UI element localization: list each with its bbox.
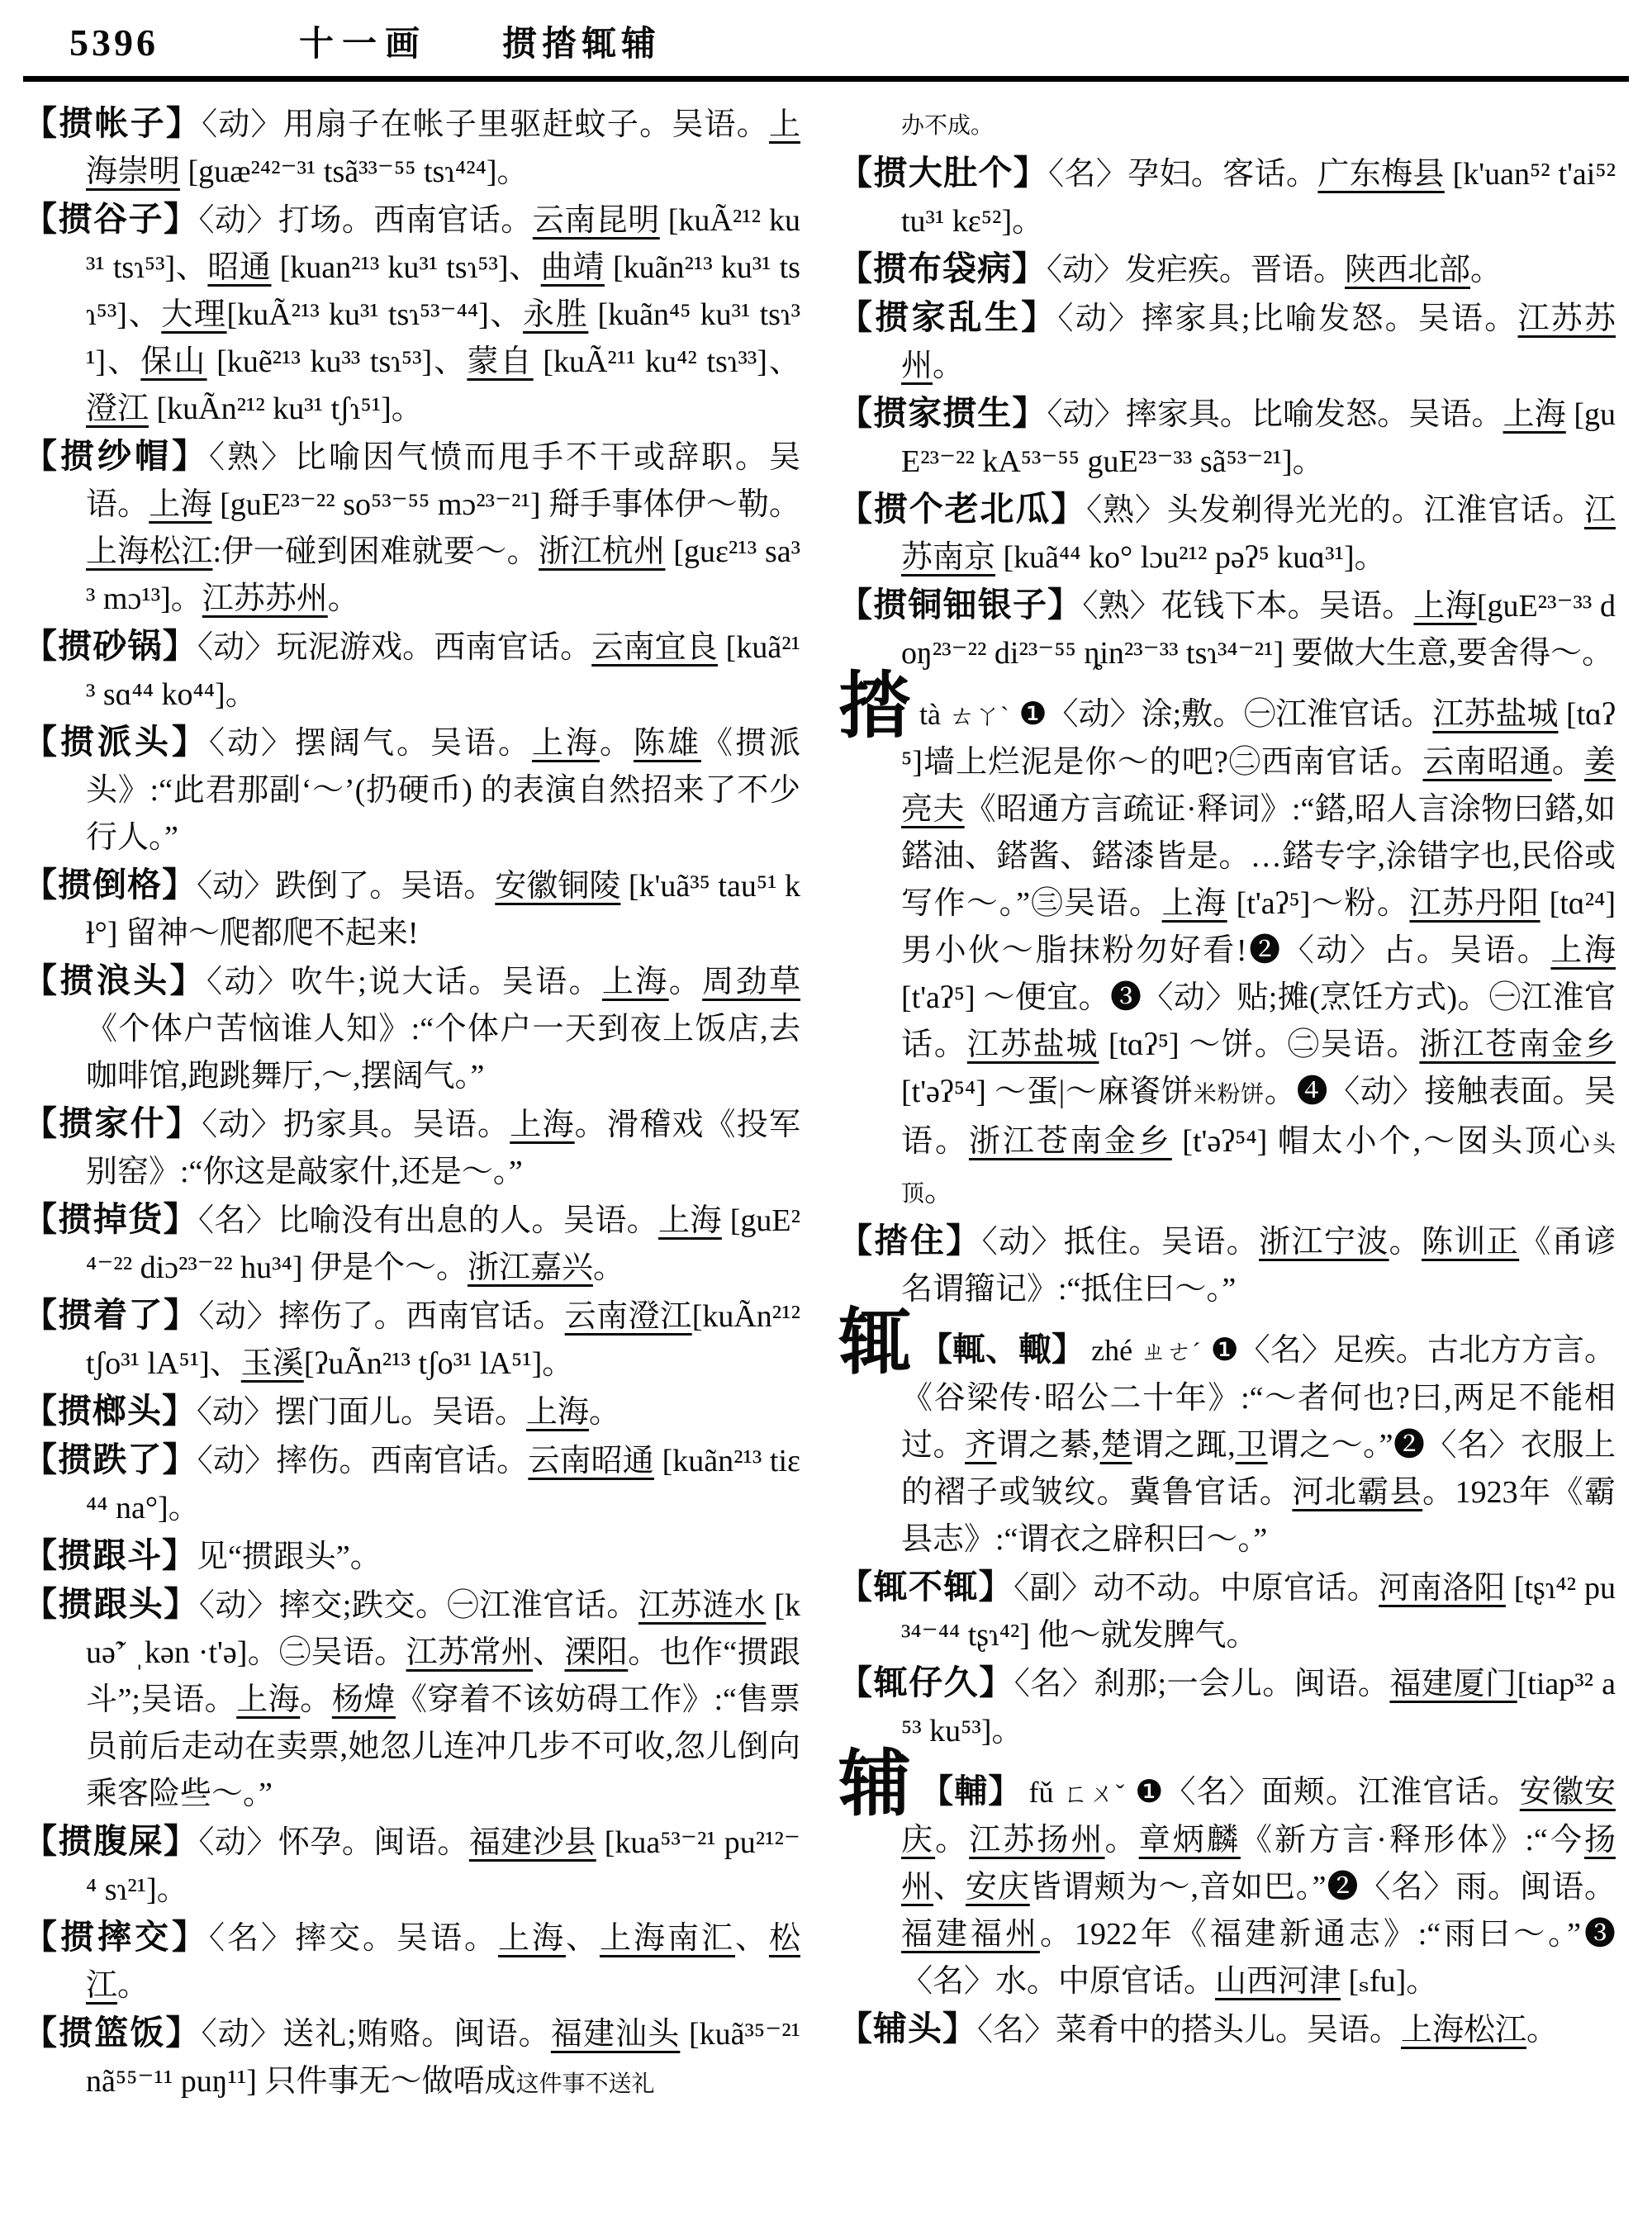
page-number: 5396 xyxy=(69,21,159,64)
dictionary-entry xyxy=(838,294,1616,390)
pinyin-reading: zhé xyxy=(1091,1334,1133,1367)
entry-headword: 【掼掉货】 xyxy=(23,1200,199,1238)
entry-body: 〈名〉菜肴中的搭头儿。吴语。上海松江。 xyxy=(977,2013,1559,2047)
entry-body: 〈副〉动不动。中原官话。河南洛阳 [tʂɿ⁴² pu³⁴⁻⁴⁴ tʂɿ⁴²] 他～就发脾气。 xyxy=(901,1571,1616,1653)
entry-headword: 【掼篮饭】 xyxy=(23,2014,202,2052)
entry-headword: 【掼派头】 xyxy=(23,723,209,761)
entry-body: 〈动〉摔家具。比喻发怒。吴语。上海 [guE²³⁻²² kA⁵³⁻⁵⁵ guE²³⁻³³ sã⁵³⁻²¹]。 xyxy=(901,397,1616,479)
entry-headword: 【掼大肚个】 xyxy=(838,154,1049,192)
entry-headword: 【辄仔久】 xyxy=(838,1663,1014,1701)
entry-headword: 【掼跟头】 xyxy=(23,1585,199,1623)
entry-body: 〈熟〉头发剃得光光的。江淮官话。江苏南京 [kuã⁴⁴ ko° lɔu²¹² pəʔ⁵ kuɑ³¹]。 xyxy=(901,493,1616,575)
entry-body: 见“掼跟头”。 xyxy=(197,1540,382,1574)
entry-body: 〈动〉送礼;贿赂。闽语。福建汕头 [kuã³⁵⁻²¹ nã⁵⁵⁻¹¹ puŋ¹¹] 只件事无～做唔成这件事不送礼 xyxy=(86,2017,800,2099)
entry-body: 〈名〉刹那;一会儿。闽语。福建厦门[tiap³² a⁵³ ku⁵³]。 xyxy=(901,1667,1616,1748)
entry-continuation xyxy=(838,100,1616,149)
character-section xyxy=(838,1745,1616,2005)
dictionary-entry xyxy=(838,245,1616,294)
dictionary-entry xyxy=(838,581,1616,677)
dictionary-entry xyxy=(838,149,1616,245)
entry-body: 办不成。 xyxy=(901,113,995,139)
section-head-character: 辅 xyxy=(838,1745,913,1825)
dictionary-entry xyxy=(23,623,800,719)
entry-body: 〈熟〉比喻因气愤而甩手不干或辞职。吴语。上海 [guE²³⁻²² so⁵³⁻⁵⁵ mɔ²³⁻²¹] 搿手事体伊～勒。上海松江:伊一碰到困难就要～。浙江杭州 [guɛ²¹³ sa³³ mɔ¹³]。江苏苏州。 xyxy=(86,440,800,616)
dictionary-entry xyxy=(23,196,800,433)
right-column xyxy=(838,100,1616,2108)
entry-body: 〈名〉孕妇。客话。广东梅县 [k'uan⁵² t'ai⁵² tu³¹ kɛ⁵²]。 xyxy=(901,157,1616,239)
section-body: ❶〈名〉足疾。古北方方言。《谷梁传·昭公二十年》:“～者何也?曰,两足不能相过。齐谓之綦,楚谓之踂,卫谓之～。”❷〈名〉衣服上的褶子或皱纹。冀鲁官话。河北霸县。1923年《霸县志》:“谓衣之辟积曰～。” xyxy=(901,1333,1616,1557)
dictionary-entry xyxy=(23,433,800,623)
entry-headword: 【掼家乱生】 xyxy=(838,298,1058,336)
entry-headword: 【掼铜钿银子】 xyxy=(838,586,1083,624)
header-rule xyxy=(23,76,1629,82)
dictionary-entry xyxy=(23,719,800,861)
entry-body: 〈动〉摔家具;比喻发怒。吴语。江苏苏州。 xyxy=(901,301,1616,383)
section-body: ❶〈名〉面颊。江淮官话。安徽安庆。江苏扬州。章炳麟《新方言·释形体》:“今扬州、安庆皆谓颊为～,音如巴。”❷〈名〉雨。闽语。福建福州。1922年《福建新通志》:“雨曰～。”❸〈名〉水。中原官话。山西河津 [ₛfu]。 xyxy=(901,1775,1616,1999)
entry-headword: 【掼谷子】 xyxy=(23,200,199,238)
dictionary-entry xyxy=(23,1436,800,1532)
entry-headword: 【掼个老北瓜】 xyxy=(838,490,1087,528)
stroke-count-label: 十一画 xyxy=(299,26,429,64)
entry-headword: 【掼帐子】 xyxy=(23,104,202,142)
page-header xyxy=(69,17,1629,66)
dictionary-entry xyxy=(23,861,800,957)
dictionary-entry xyxy=(838,486,1616,581)
entry-body: 〈动〉用扇子在帐子里驱赶蚊子。吴语。上海崇明 [guæ²⁴²⁻³¹ tsã³³⁻⁵⁵ tsɿ⁴²⁴]。 xyxy=(86,107,800,189)
pinyin-reading: tà xyxy=(919,698,942,731)
dictionary-entry xyxy=(23,1581,800,1818)
dictionary-entry xyxy=(23,1196,800,1292)
traditional-variants: 【輔】 xyxy=(920,1772,1023,1810)
entry-body: 〈动〉摔交;跌交。㊀江淮官话。江苏涟水 [kuə̃ʼ ˌkən ·t'ə]。㊁吴语。江苏常州、溧阳。也作“掼跟斗”;吴语。上海。杨煒《穿着不该妨碍工作》:“售票员前后走动在卖票,她忽儿连冲几步不可收,忽儿倒向乘客险些～。” xyxy=(86,1588,801,1811)
entry-body: 〈熟〉花钱下本。吴语。上海[guE²³⁻³³ doŋ²³⁻²² di²³⁻⁵⁵ ȵin²³⁻³³ tsɿ³⁴⁻²¹] 要做大生意,要舍得～。 xyxy=(901,589,1616,671)
dictionary-entry xyxy=(838,1659,1616,1755)
entry-body: 〈动〉跌倒了。吴语。安徽铜陵 [k'uã³⁵ tau⁵¹ kɫ°] 留神～爬都爬不起来! xyxy=(86,869,800,951)
entry-headword: 【㧺住】 xyxy=(838,1222,982,1260)
entry-headword: 【掼倒格】 xyxy=(23,866,197,904)
entry-body: 〈动〉摆门面儿。吴语。上海。 xyxy=(197,1395,621,1430)
zhuyin-reading: ㄊㄚˋ xyxy=(949,701,1009,730)
left-column xyxy=(23,100,800,2108)
entry-body: 〈名〉摔交。吴语。上海、上海南汇、松江。 xyxy=(86,1921,800,2003)
entry-headword: 【掼跟斗】 xyxy=(23,1536,197,1574)
entry-headword: 【辄不辄】 xyxy=(838,1568,1014,1606)
dictionary-entry xyxy=(23,1532,800,1581)
entry-body: 〈名〉比喻没有出息的人。吴语。上海 [guE²⁴⁻²² diɔ²³⁻²² hu³⁴] 伊是个～。浙江嘉兴。 xyxy=(86,1203,801,1285)
entry-body: 〈动〉摔伤。西南官话。云南昭通 [kuãn²¹³ tiɛ⁴⁴ na°]。 xyxy=(86,1444,800,1525)
zhuyin-reading: ㄓㄜˊ xyxy=(1141,1337,1201,1366)
section-body: ❶〈动〉涂;敷。㊀江淮官话。江苏盐城 [tɑʔ⁵]墙上烂泥是你～的吧?㊁西南官话。云南昭通。姜亮夫《昭通方言疏证·释词》:“鎝,昭人言涂物曰鎝,如鎝油、鎝酱、鎝漆皆是。…鎝专字,涂错字也,民俗或写作～。”㊂吴语。上海 [t'aʔ⁵]～粉。江苏丹阳 [tɑ²⁴] 男小伙～脂抹粉勿好看!❷〈动〉占。吴语。上海 [t'aʔ⁵] ～便宜。❸〈动〉贴;摊(烹饪方式)。㊀江淮官话。江苏盐城 [tɑʔ⁵] ～饼。㊁吴语。浙江苍南金乡 [t'əʔ⁵⁴] ～蛋|～麻餈饼米粉饼。❹〈动〉接触表面。吴语。浙江苍南金乡 [t'əʔ⁵⁴] 帽太小个,～囡头顶心头顶。 xyxy=(901,697,1616,1208)
entry-body: 〈动〉发疟疾。晋语。陕西北部。 xyxy=(1047,253,1502,287)
section-head-character: 㧺 xyxy=(838,667,912,747)
pinyin-reading: fǔ xyxy=(1028,1776,1054,1809)
dictionary-entry xyxy=(23,2009,800,2108)
entry-headword: 【掼着了】 xyxy=(23,1296,199,1334)
entry-body: 〈动〉摔伤了。西南官话。云南澄江[kuÃn²¹² tʃo³¹ lA⁵¹]、玉溪[ʔuÃn²¹³ tʃo³¹ lA⁵¹]。 xyxy=(86,1299,800,1381)
dictionary-entry xyxy=(838,2005,1616,2054)
section-head-character: 辄 xyxy=(838,1303,912,1383)
entry-headword: 【掼跌了】 xyxy=(23,1440,197,1478)
dictionary-entry xyxy=(838,1217,1616,1313)
entry-body: 〈动〉扔家具。吴语。上海。滑稽戏《投军别窑》:“你这是敲家什,还是～。” xyxy=(86,1108,800,1189)
dictionary-entry xyxy=(23,100,800,196)
two-column-body xyxy=(23,100,1629,2108)
entry-headword: 【掼摔交】 xyxy=(23,1918,209,1956)
dictionary-entry xyxy=(23,1292,800,1388)
dictionary-entry xyxy=(838,390,1616,486)
entry-headword: 【掼纱帽】 xyxy=(23,437,209,475)
header-guide-characters: 掼㧺辄辅 xyxy=(502,26,662,64)
entry-body: 〈动〉吹牛;说大话。吴语。上海。周劲草《个体户苦恼谁人知》:“个体户一天到夜上饭店,去咖啡馆,跑跳舞厅,～,摆阔气。” xyxy=(86,965,800,1094)
entry-headword: 【掼家掼生】 xyxy=(838,394,1047,432)
entry-body: 〈动〉怀孕。闽语。福建沙县 [kua⁵³⁻²¹ pu²¹²⁻⁴ sɿ²¹]。 xyxy=(86,1825,800,1907)
character-section xyxy=(838,1303,1616,1563)
entry-body: 〈动〉打场。西南官话。云南昆明 [kuÃ²¹² ku³¹ tsɿ⁵³]、昭通 [kuan²¹³ ku³¹ tsɿ⁵³]、曲靖 [kuãn²¹³ ku³¹ tsɿ⁵³]、大理[kuÃ²¹³ ku³¹ tsɿ⁵³⁻⁴⁴]、永胜 [kuãn⁴⁵ ku³¹ tsɿ³¹]、保山 [kuẽ²¹³ ku³³ tsɿ⁵³]、蒙自 [kuÃ²¹¹ ku⁴² tsɿ³³]、澄江 [kuÃn²¹² ku³¹ tʃɿ⁵¹]。 xyxy=(86,203,800,426)
entry-body: 〈动〉摆阔气。吴语。上海。陈雄《掼派头》:“此君那副‘～’(扔硬币) 的表演自然招来了不少行人。” xyxy=(86,726,800,855)
entry-headword: 【掼浪头】 xyxy=(23,961,207,999)
dictionary-entry xyxy=(23,1388,800,1436)
dictionary-entry xyxy=(838,1563,1616,1659)
dictionary-entry xyxy=(23,1100,800,1196)
entry-headword: 【掼家什】 xyxy=(23,1104,202,1142)
character-section xyxy=(838,667,1616,1217)
entry-body: 〈动〉抵住。吴语。浙江宁波。陈训正《甬谚名谓籀记》:“抵住曰～。” xyxy=(901,1225,1616,1307)
entry-headword: 【掼腹屎】 xyxy=(23,1822,199,1860)
zhuyin-reading: ㄈㄨˇ xyxy=(1061,1779,1126,1808)
dictionary-entry xyxy=(23,1818,800,1914)
traditional-variants: 【輒、輙】 xyxy=(919,1331,1085,1368)
dictionary-entry xyxy=(23,957,800,1100)
entry-headword: 【掼布袋病】 xyxy=(838,249,1047,287)
entry-headword: 【辅头】 xyxy=(838,2009,977,2047)
entry-headword: 【掼砂锅】 xyxy=(23,627,197,665)
entry-headword: 【掼榔头】 xyxy=(23,1392,197,1430)
entry-body: 〈动〉玩泥游戏。西南官话。云南宜良 [kuã²¹³ sɑ⁴⁴ ko⁴⁴]。 xyxy=(86,630,800,712)
dictionary-entry xyxy=(23,1914,800,2009)
